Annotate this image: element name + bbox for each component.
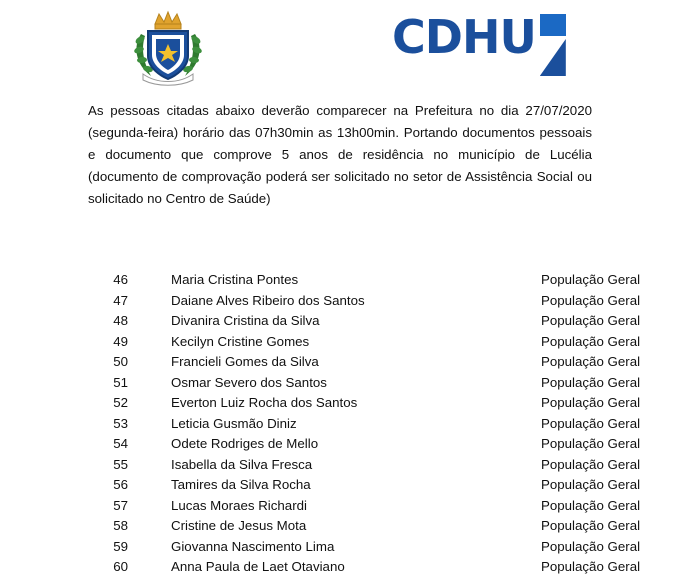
row-name: Anna Paula de Laet Otaviano <box>171 559 345 574</box>
row-category: População Geral <box>541 292 641 308</box>
notice-paragraph: As pessoas citadas abaixo deverão comparecer na Prefeitura no dia 27/07/2020 (segunda-feira) horário das 07h30min as 13h00min. Portando documentos pessoais e documento que comprove 5 anos de residência no município de Lucélia (documento de comprovação poderá ser solicitado no setor de Assistência Social ou solicitado no Centro de Saúde) <box>88 103 592 206</box>
table-row <box>0 537 679 558</box>
cdhu-logo <box>392 10 566 76</box>
table-row <box>0 332 679 353</box>
row-name: Divanira Cristina da Silva <box>171 313 320 328</box>
cdhu-logo-text: CDHU <box>392 10 536 64</box>
table-row <box>0 270 679 291</box>
row-category: População Geral <box>541 395 641 410</box>
row-category: População Geral <box>541 497 641 513</box>
row-number: 46 <box>113 272 128 287</box>
table-row <box>0 557 679 578</box>
row-number: 47 <box>113 292 128 308</box>
row-number: 51 <box>113 374 128 390</box>
table-row <box>0 373 679 394</box>
row-number: 56 <box>113 477 128 492</box>
row-category: População Geral <box>541 538 641 554</box>
row-name: Giovanna Nascimento Lima <box>171 538 335 554</box>
row-category: População Geral <box>541 456 641 472</box>
table-row <box>0 434 679 455</box>
table-row <box>0 475 679 496</box>
table-row <box>0 311 679 332</box>
row-category: População Geral <box>541 374 641 390</box>
table-row <box>0 516 679 537</box>
summoned-people-table <box>0 270 679 578</box>
row-category: População Geral <box>541 436 641 451</box>
row-number: 52 <box>113 395 128 410</box>
row-category: População Geral <box>541 415 641 431</box>
table-row <box>0 393 679 414</box>
row-number: 53 <box>113 415 128 431</box>
row-number: 59 <box>113 538 128 554</box>
municipal-coat-of-arms-icon <box>131 8 205 86</box>
row-name: Lucas Moraes Richardi <box>171 497 307 513</box>
row-number: 48 <box>113 313 128 328</box>
row-name: Cristine de Jesus Mota <box>171 518 307 533</box>
row-name: Maria Cristina Pontes <box>171 272 299 287</box>
table-row <box>0 455 679 476</box>
table-row <box>0 496 679 517</box>
row-name: Leticia Gusmão Diniz <box>171 415 297 431</box>
row-category: População Geral <box>541 518 641 533</box>
document-header <box>0 0 679 92</box>
row-number: 50 <box>113 354 128 369</box>
row-name: Francieli Gomes da Silva <box>171 354 319 369</box>
row-number: 54 <box>113 436 128 451</box>
row-category: População Geral <box>541 333 641 349</box>
table-body <box>0 270 679 578</box>
row-number: 55 <box>113 456 128 472</box>
row-number: 57 <box>113 497 128 513</box>
row-name: Tamires da Silva Rocha <box>171 477 311 492</box>
row-name: Kecilyn Cristine Gomes <box>171 333 310 349</box>
row-number: 49 <box>113 333 128 349</box>
row-name: Daiane Alves Ribeiro dos Santos <box>171 292 365 308</box>
cdhu-flag-mark-icon <box>540 14 566 76</box>
row-name: Everton Luiz Rocha dos Santos <box>171 395 358 410</box>
row-category: População Geral <box>541 313 641 328</box>
row-number: 60 <box>113 559 128 574</box>
row-number: 58 <box>113 518 128 533</box>
row-name: Isabella da Silva Fresca <box>171 456 313 472</box>
row-name: Odete Rodriges de Mello <box>171 436 319 451</box>
row-category: População Geral <box>541 272 641 287</box>
table-row <box>0 352 679 373</box>
row-name: Osmar Severo dos Santos <box>171 374 327 390</box>
table-row <box>0 291 679 312</box>
row-category: População Geral <box>541 559 641 574</box>
table-row <box>0 414 679 435</box>
row-category: População Geral <box>541 477 641 492</box>
row-category: População Geral <box>541 354 641 369</box>
